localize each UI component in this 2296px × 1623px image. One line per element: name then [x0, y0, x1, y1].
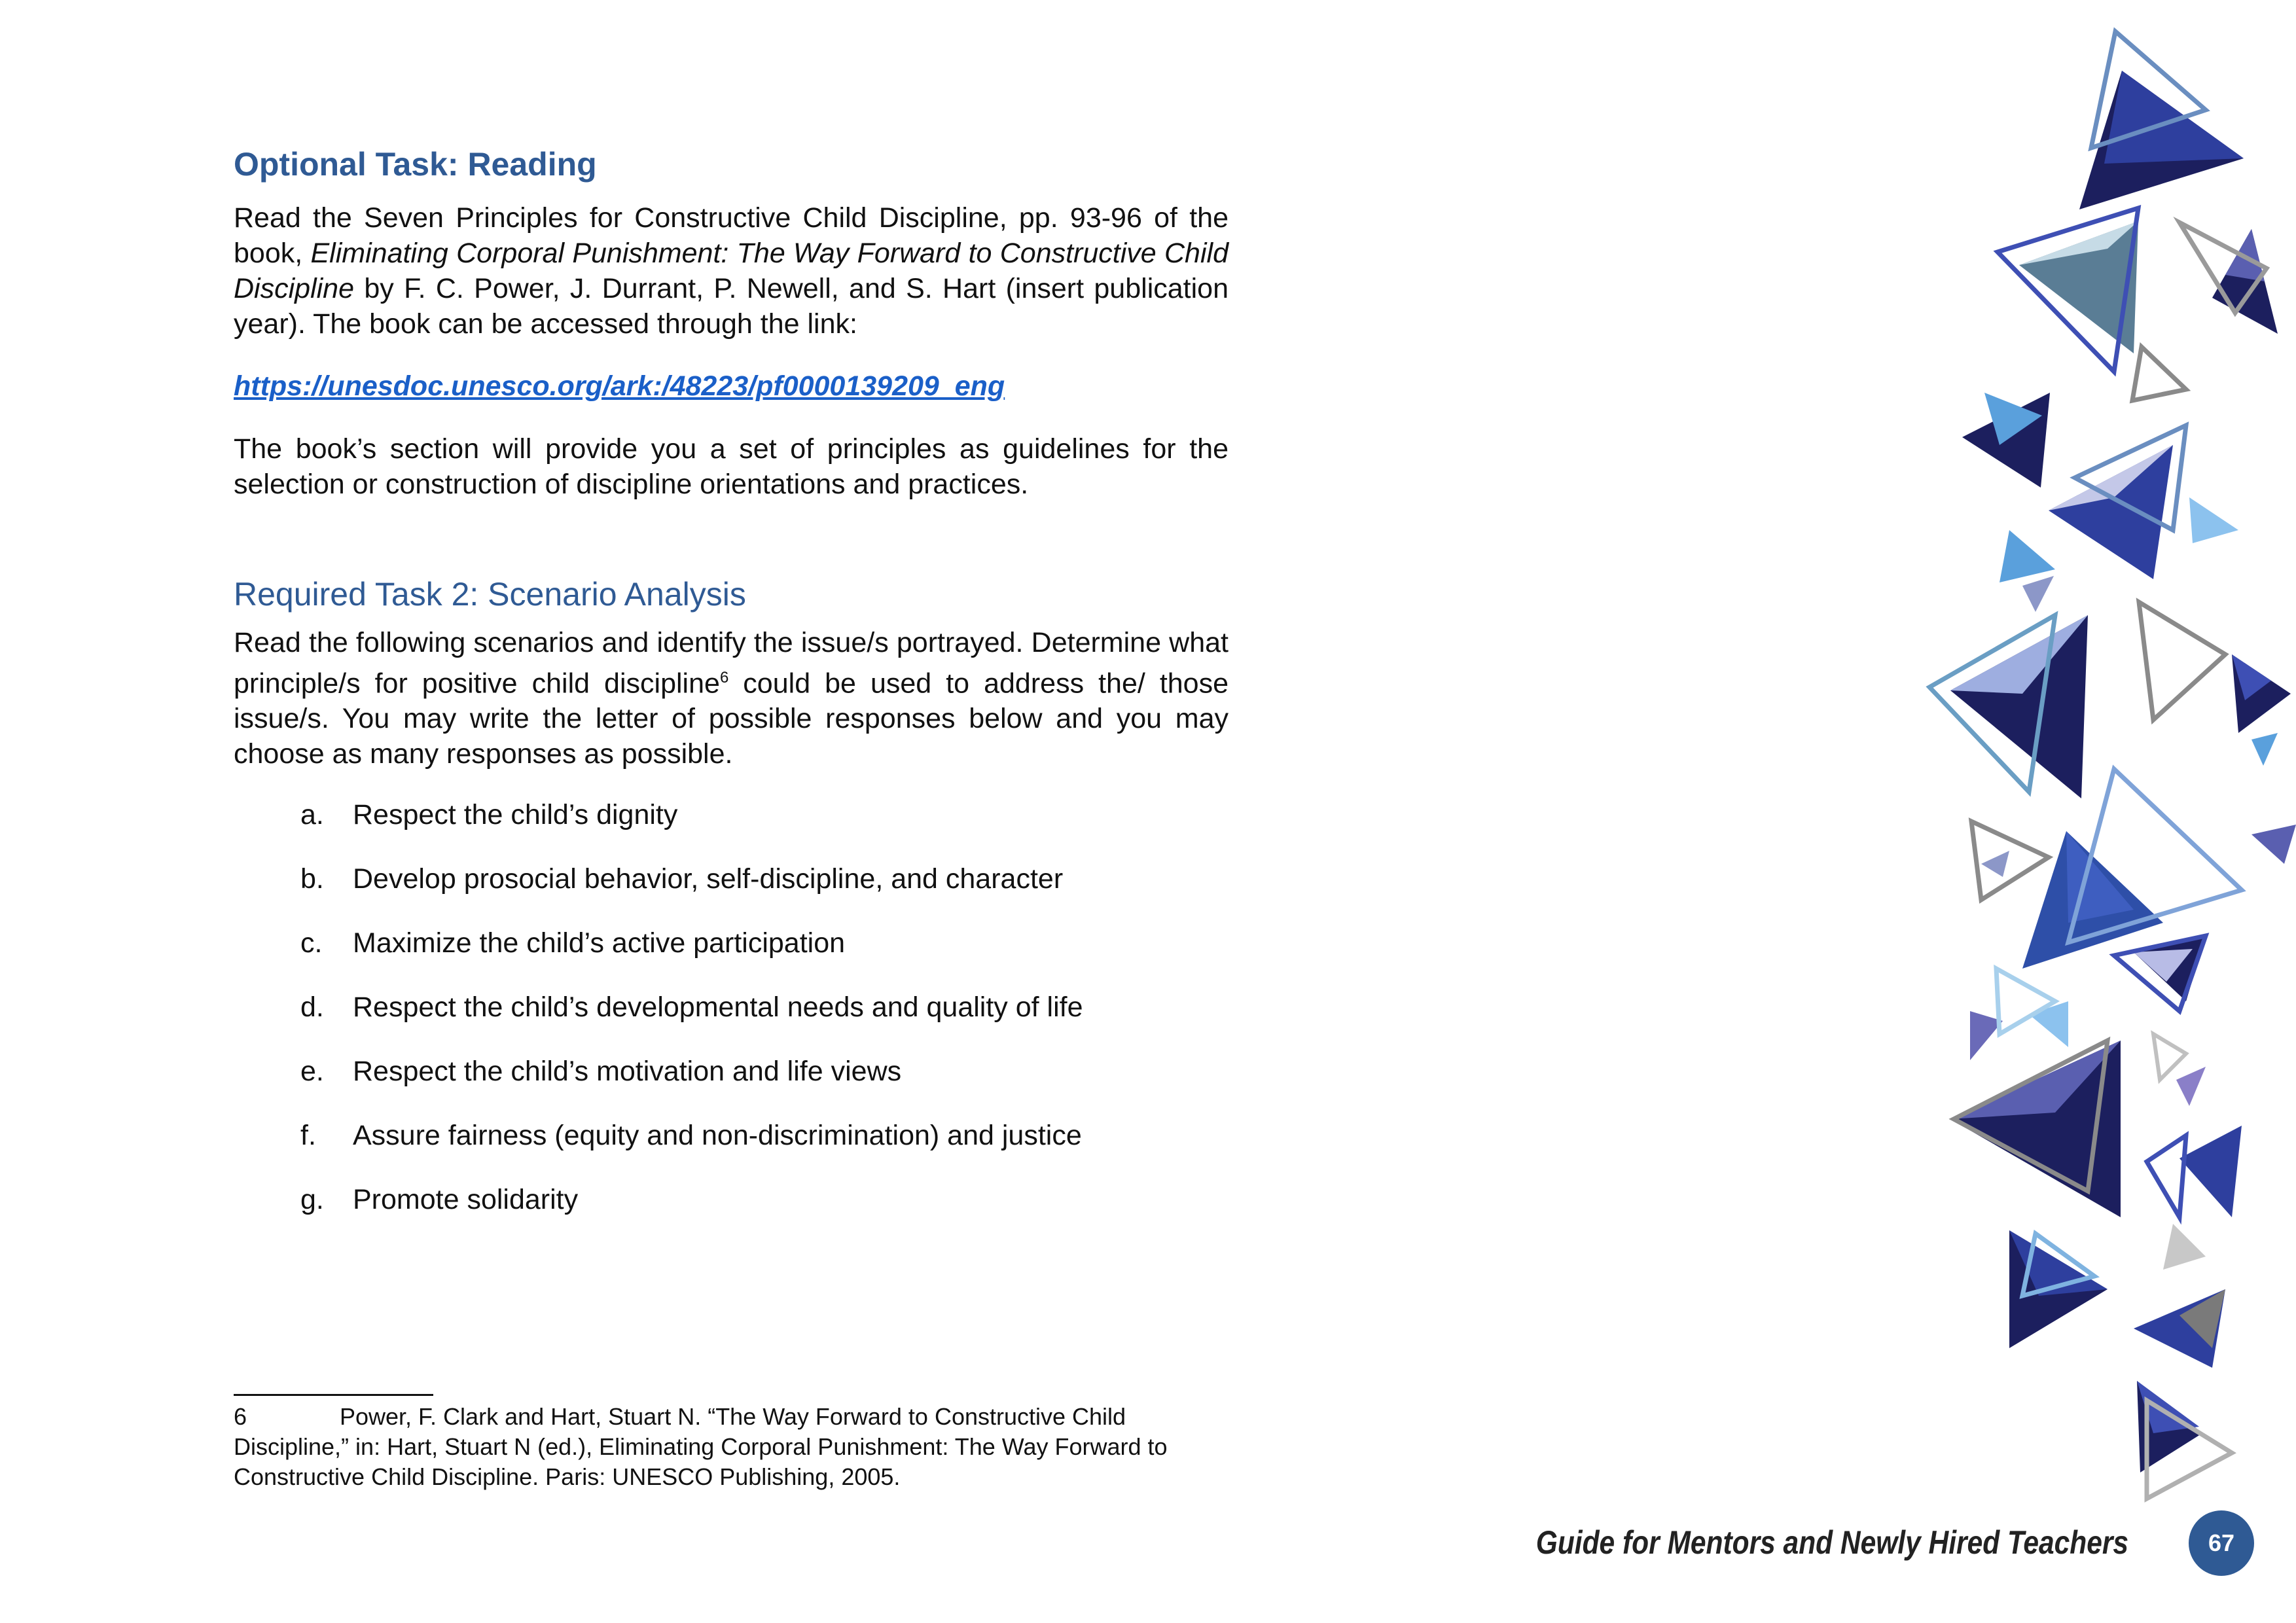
footnote-number: 6: [234, 1403, 247, 1430]
unesdoc-link[interactable]: https://unesdoc.unesco.org/ark:/48223/pf0000139209_eng: [234, 370, 1005, 402]
triangle-outline: [1971, 821, 2049, 900]
triangle-outline: [2132, 347, 2186, 401]
footnote: [234, 1402, 1229, 1492]
item-letter: d.: [300, 991, 324, 1024]
item-text: Assure fairness (equity and non-discrimination) and justice: [353, 1120, 1082, 1152]
list-item: [234, 1184, 1229, 1248]
intro-start: Read the following scenarios and identify the issue/s portrayed. Determine what principle/s for positive child discipline: [234, 627, 1229, 700]
optional-task-heading: Optional Task: Reading: [234, 146, 597, 183]
triangle-shape: [2049, 445, 2173, 579]
footnote-mark: 6: [719, 669, 729, 687]
item-letter: c.: [300, 927, 323, 959]
item-text: Respect the child’s dignity: [353, 799, 678, 831]
triangle-shape: [2179, 1126, 2242, 1217]
item-text: Develop prosocial behavior, self-discipline, and character: [353, 863, 1064, 895]
list-item: [234, 991, 1229, 1056]
item-letter: f.: [300, 1120, 316, 1152]
item-text: Respect the child’s developmental needs and quality of life: [353, 991, 1083, 1024]
triangle-shape: [2029, 1001, 2068, 1047]
required-task-intro: [234, 625, 1229, 772]
triangle-outline: [2147, 1135, 2186, 1217]
item-text: Promote solidarity: [353, 1184, 579, 1216]
principles-list: [234, 799, 1229, 1248]
footnote-text: Power, F. Clark and Hart, Stuart N. “The Way Forward to Constructive Child Discipline,” in: Hart, Stuart N (ed.), Eliminating Corporal Punishment: The Way Forward to Constructive Child Discipline. Paris: UNESCO Publishing, 2005.: [234, 1403, 1168, 1490]
item-letter: b.: [300, 863, 324, 895]
item-letter: g.: [300, 1184, 324, 1216]
triangle-shape: [2251, 733, 2278, 766]
list-item: [234, 927, 1229, 991]
list-item: [234, 1120, 1229, 1184]
item-letter: e.: [300, 1056, 324, 1088]
triangle-shape: [1950, 615, 2088, 798]
list-item: [234, 1056, 1229, 1120]
list-item: [234, 863, 1229, 927]
optional-task-closing: The book’s section will provide you a set of principles as guidelines for the selection or construction of discipline orientations and practices.: [234, 433, 1229, 500]
item-text: Respect the child’s motivation and life views: [353, 1056, 902, 1088]
triangle-shape: [2022, 576, 2054, 612]
item-letter: a.: [300, 799, 324, 831]
triangle-shape: [2189, 497, 2238, 543]
footnote-divider: [234, 1394, 433, 1396]
triangle-outline: [2153, 1034, 2186, 1080]
item-text: Maximize the child’s active participation: [353, 927, 846, 959]
triangle-shape: [2176, 1067, 2206, 1106]
list-item: [234, 799, 1229, 863]
footer-title: Guide for Mentors and Newly Hired Teachers: [1535, 1524, 2128, 1561]
required-task-heading: Required Task 2: Scenario Analysis: [234, 576, 746, 613]
paragraph-start: Read the Seven Principles for Constructive Child Discipline, pp. 93-96 of the book,: [234, 202, 1229, 269]
triangle-shape: [2251, 825, 2296, 864]
triangle-outline: [2139, 602, 2225, 720]
triangle-decoration: [1859, 0, 2296, 1571]
book-title: Eliminating Corporal Punishment: The Way Forward to Constructive Child Discipline: [234, 238, 1229, 304]
triangle-shape: [1981, 851, 2009, 877]
optional-task-paragraph: [234, 200, 1229, 342]
main-content: [234, 145, 1229, 1248]
intro-end: could be used to address the/ those issue/s. You may write the letter of possible responses below and you may choose as many responses as possible.: [234, 668, 1229, 770]
triangle-shape: [2000, 530, 2055, 582]
paragraph-end: by F. C. Power, J. Durrant, P. Newell, and S. Hart (insert publication year). The book can be accessed through the link:: [234, 273, 1229, 340]
triangle-shape: [2163, 1224, 2206, 1270]
page-number-badge: 67: [2189, 1510, 2254, 1576]
